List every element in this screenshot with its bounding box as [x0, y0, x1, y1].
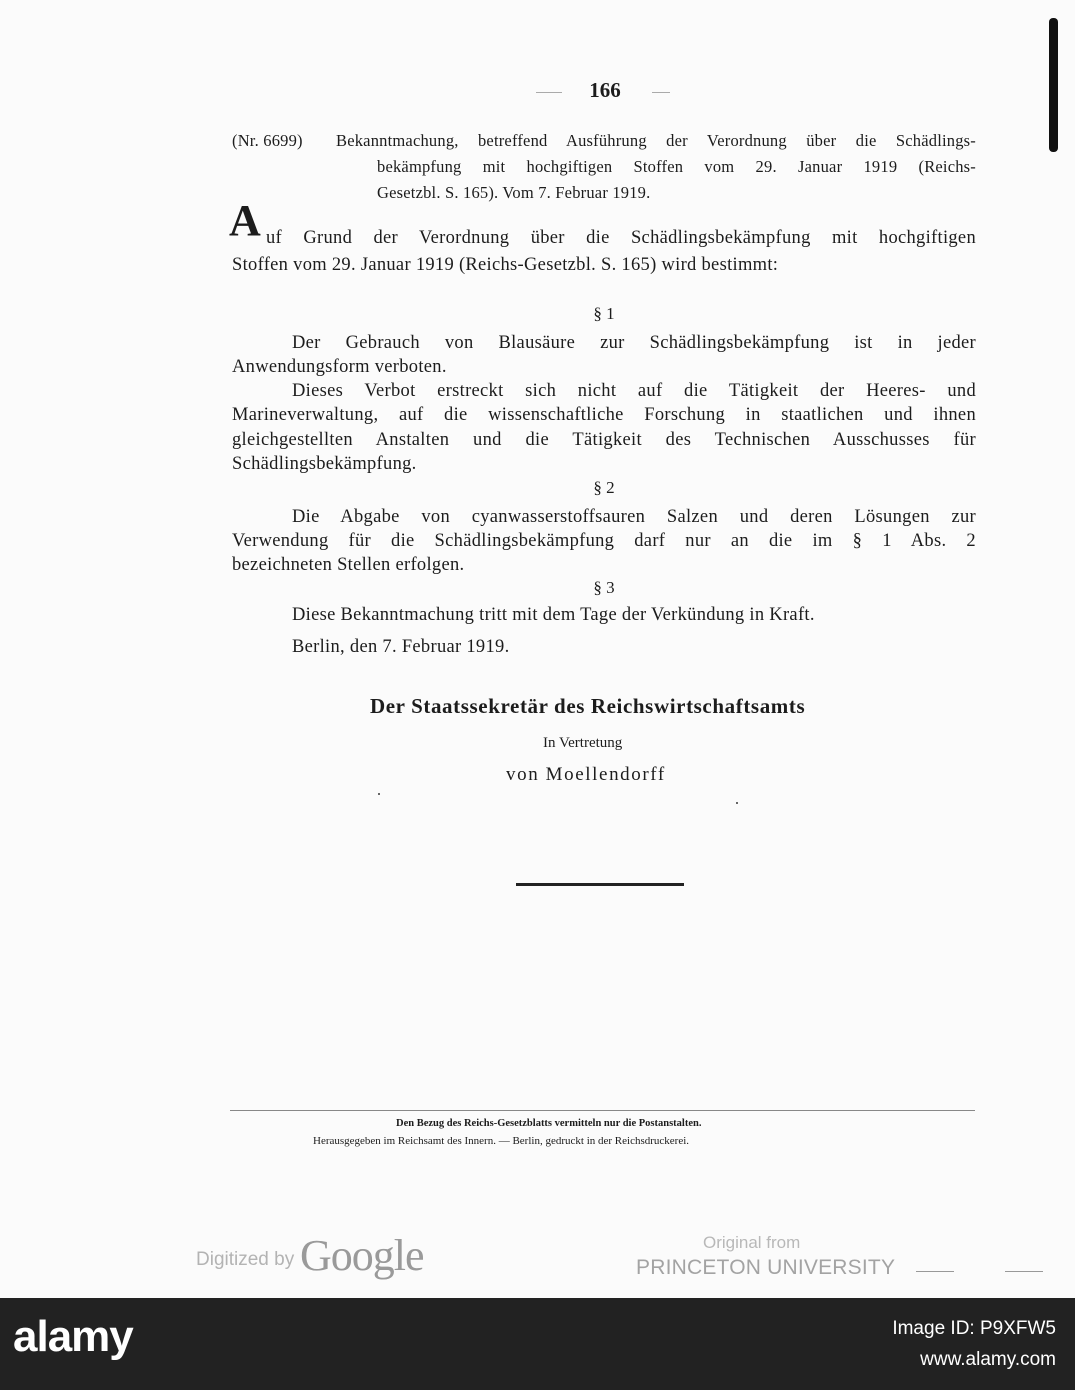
intro-line-2: Stoffen vom 29. Januar 1919 (Reichs-Gesetzbl. S. 165) wird bestimmt:	[232, 255, 779, 275]
page-number-dash-left	[536, 92, 562, 93]
section-2-heading: § 2	[593, 478, 615, 497]
page-number-dash-right	[652, 92, 670, 93]
watermark-dash	[1005, 1271, 1043, 1272]
stock-photo-banner	[0, 1298, 1075, 1390]
signature-name: von Moellendorff	[506, 764, 666, 785]
signature-deputy: In Vertretung	[543, 735, 623, 751]
page-edge-shadow	[1049, 18, 1058, 152]
signature-title: Der Staatssekretär des Reichswirtschaftsamts	[370, 694, 806, 718]
section-2-line: Verwendung für die Schädlingsbekämpfung darf nur an die im § 1 Abs. 2	[232, 531, 976, 551]
header-number: (Nr. 6699)	[232, 131, 303, 150]
original-from-label: Original from	[703, 1233, 801, 1252]
section-3-heading: § 3	[593, 578, 615, 597]
section-1-heading: § 1	[593, 304, 615, 323]
section-1-line: Dieses Verbot erstreckt sich nicht auf die Tätigkeit der Heeres- und	[292, 381, 976, 401]
place-and-date: Berlin, den 7. Februar 1919.	[292, 637, 510, 657]
alamy-logo: alamy	[13, 1312, 133, 1361]
header-title-line-1: Bekanntmachung, betreffend Ausführung der Verordnung über die Schädlings-	[336, 131, 976, 150]
footer-line-2: Herausgegeben im Reichsamt des Innern. — Berlin, gedruckt in der Reichsdruckerei.	[313, 1135, 690, 1147]
footer-line-1: Den Bezug des Reichs-Gesetzblatts vermitteln nur die Postanstalten.	[396, 1118, 702, 1129]
section-3-line: Diese Bekanntmachung tritt mit dem Tage der Verkündung in Kraft.	[292, 605, 815, 625]
princeton-university-label: PRINCETON UNIVERSITY	[636, 1256, 896, 1279]
scan-speck	[736, 802, 738, 804]
google-logo: Google	[300, 1231, 424, 1280]
section-1-line: Anwendungsform verboten.	[232, 357, 447, 377]
stock-url: www.alamy.com	[920, 1349, 1056, 1370]
header-title-line-2: bekämpfung mit hochgiftigen Stoffen vom 29. Januar 1919 (Reichs-	[377, 157, 976, 176]
section-2-line: bezeichneten Stellen erfolgen.	[232, 555, 465, 575]
section-2-line: Die Abgabe von cyanwasserstoffsauren Salzen und deren Lösungen zur	[292, 507, 976, 527]
image-id: Image ID: P9XFW5	[892, 1318, 1056, 1339]
section-1-line: Schädlingsbekämpfung.	[232, 454, 417, 474]
closing-rule	[516, 883, 684, 886]
intro-line-1: uf Grund der Verordnung über die Schädlingsbekämpfung mit hochgiftigen	[266, 228, 976, 248]
page-number: 166	[589, 78, 621, 102]
section-1-line: Marineverwaltung, auf die wissenschaftliche Forschung in staatlichen und ihnen	[232, 405, 976, 425]
section-1-line: gleichgestellten Anstalten und die Tätigkeit des Technischen Ausschusses für	[232, 430, 976, 450]
scan-speck	[378, 793, 380, 795]
header-title-line-3: Gesetzbl. S. 165). Vom 7. Februar 1919.	[377, 183, 651, 202]
section-1-line: Der Gebrauch von Blausäure zur Schädlingsbekämpfung ist in jeder	[292, 333, 976, 353]
digitized-by-label: Digitized by	[196, 1249, 295, 1270]
watermark-dash	[916, 1271, 954, 1272]
footer-rule	[230, 1110, 975, 1111]
drop-cap: A	[229, 196, 261, 245]
